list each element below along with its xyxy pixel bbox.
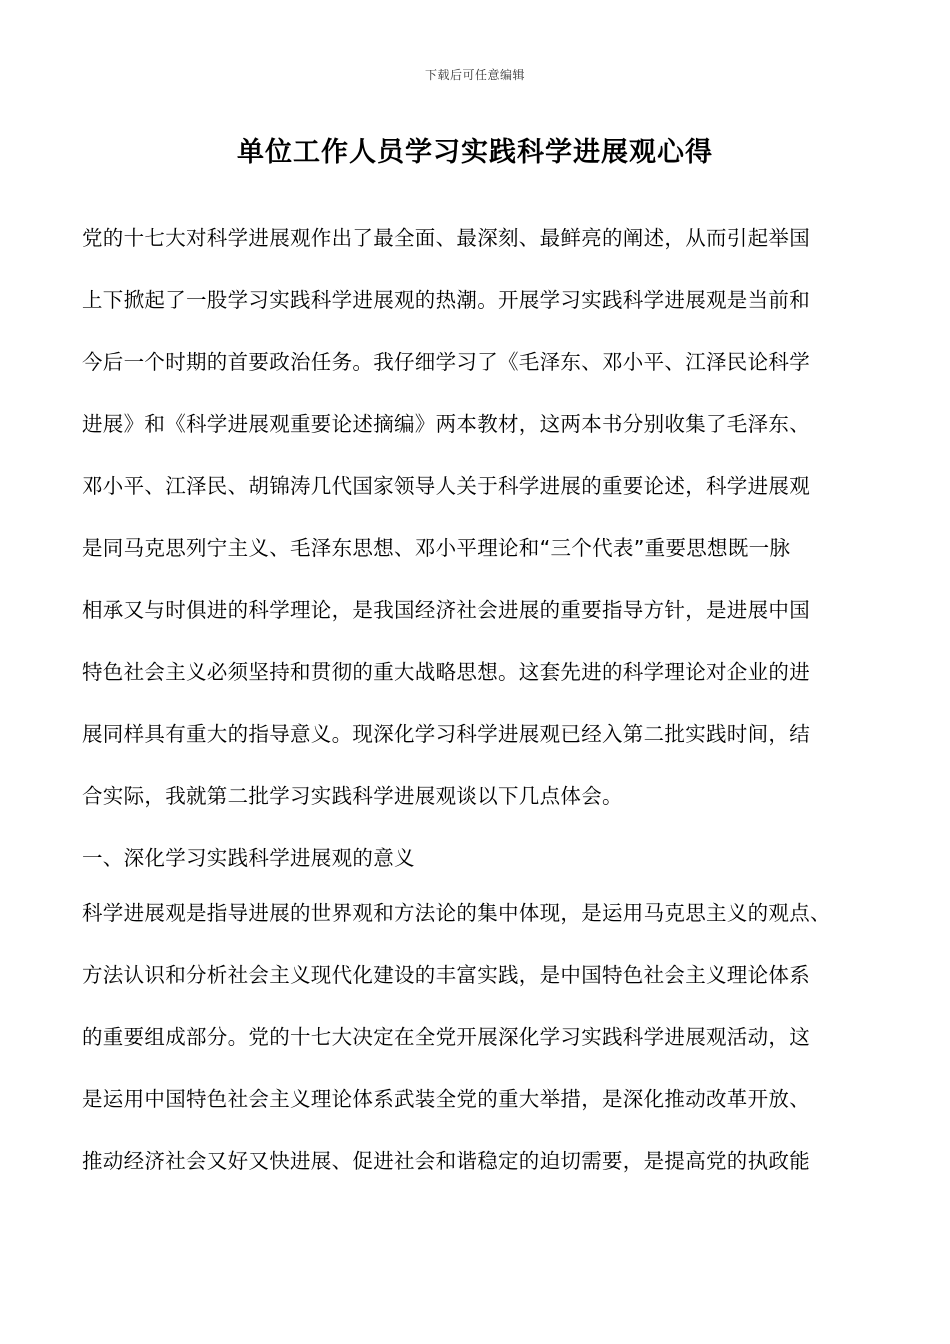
text-line: 是运用中国特色社会主义理论体系武装全党的重大举措，是深化推动改革开放、 [82,1087,810,1111]
header-note: 下载后可任意编辑 [424,68,525,82]
text-line: 推动经济社会又好又快进展、促进社会和谐稳定的迫切需要，是提高党的执政能 [82,1149,810,1173]
text-line: 上下掀起了一股学习实践科学进展观的热潮。开展学习实践科学进展观是当前和 [82,288,810,312]
text-line: 合实际，我就第二批学习实践科学进展观谈以下几点体会。 [82,784,623,808]
text-line: 相承又与时俱进的科学理论，是我国经济社会进展的重要指导方针，是进展中国 [82,598,810,622]
section-heading: 一、深化学习实践科学进展观的意义 [82,846,415,870]
paragraph-1 [82,218,882,838]
document-body [82,218,882,1203]
document-title: 单位工作人员学习实践科学进展观心得 [237,137,713,168]
text-line: 科学进展观是指导进展的世界观和方法论的集中体现，是运用马克思主义的观点、 [82,901,831,925]
text-line: 今后一个时期的首要政治任务。我仔细学习了《毛泽东、邓小平、江泽民论科学 [82,350,810,374]
text-line: 邓小平、江泽民、胡锦涛几代国家领导人关于科学进展的重要论述，科学进展观 [82,474,810,498]
text-line: 是同马克思列宁主义、毛泽东思想、邓小平理论和“三个代表”重要思想既一脉 [82,536,791,560]
text-line: 的重要组成部分。党的十七大决定在全党开展深化学习实践科学进展观活动，这 [82,1025,810,1049]
text-line: 方法认识和分析社会主义现代化建设的丰富实践，是中国特色社会主义理论体系 [82,963,810,987]
text-line: 进展》和《科学进展观重要论述摘编》两本教材，这两本书分别收集了毛泽东、 [82,412,810,436]
text-line: 特色社会主义必须坚持和贯彻的重大战略思想。这套先进的科学理论对企业的进 [82,660,810,684]
text-line: 党的十七大对科学进展观作出了最全面、最深刻、最鲜亮的阐述，从而引起举国 [82,226,810,250]
text-line: 展同样具有重大的指导意义。现深化学习科学进展观已经入第二批实践时间，结 [82,722,810,746]
paragraph-2 [82,893,882,1203]
